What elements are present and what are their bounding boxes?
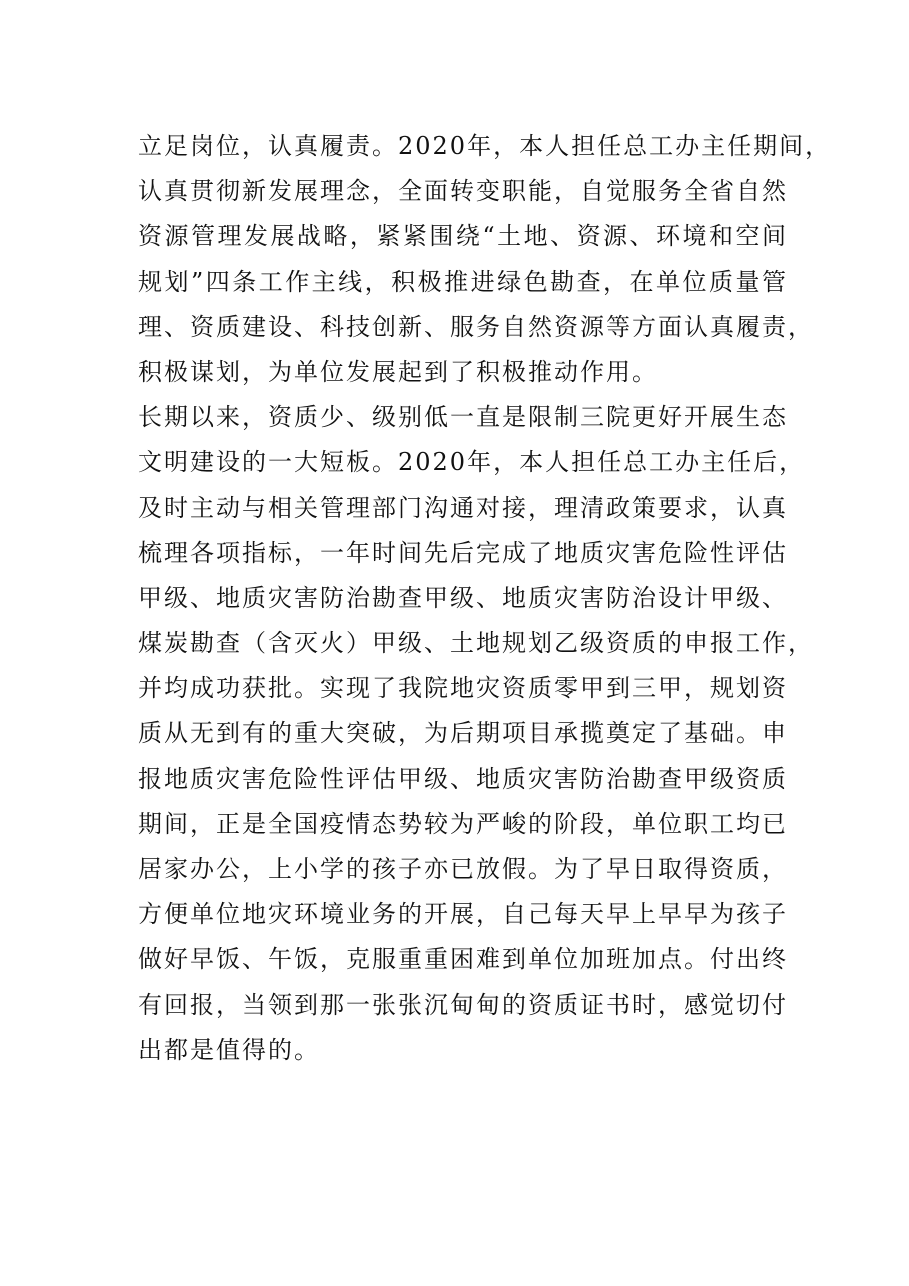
text-line: 期间，正是全国疫情态势较为严峻的阶段，单位职工均已 xyxy=(138,809,788,838)
text-line: 方便单位地灾环境业务的开展，自己每天早上早早为孩子 xyxy=(138,900,788,929)
body-text xyxy=(138,124,832,1073)
text-line: 出都是值得的。 xyxy=(138,1035,320,1064)
text-line: 立足岗位，认真履责。2020年，本人担任总工办主任期间， xyxy=(138,132,832,160)
text-line: 煤炭勘查（含灭火）甲级、土地规划乙级资质的申报工作， xyxy=(138,629,814,658)
text-line: 资源管理发展战略，紧紧围绕“土地、资源、环境和空间 xyxy=(138,222,788,251)
text-line: 及时主动与相关管理部门沟通对接，理清政策要求，认真 xyxy=(138,493,788,522)
paragraph-2 xyxy=(138,395,814,1073)
text-line: 居家办公，上小学的孩子亦已放假。为了早日取得资质， xyxy=(138,855,788,883)
text-line: 有回报，当领到那一张张沉甸甸的资质证书时，感觉切付 xyxy=(138,990,788,1019)
text-line: 认真贯彻新发展理念，全面转变职能，自觉服务全省自然 xyxy=(138,177,788,206)
text-line: 梳理各项指标，一年时间先后完成了地质灾害危险性评估 xyxy=(138,538,788,567)
text-line: 质从无到有的重大突破，为后期项目承揽奠定了基础。申 xyxy=(138,719,788,748)
text-line: 并均成功获批。实现了我院地灾资质零甲到三甲，规划资 xyxy=(138,674,788,703)
text-line: 报地质灾害危险性评估甲级、地质灾害防治勘查甲级资质 xyxy=(138,764,788,793)
text-line: 长期以来，资质少、级别低一直是限制三院更好开展生态 xyxy=(138,403,788,432)
text-line: 规划”四条工作主线，积极推进绿色勘查，在单位质量管 xyxy=(138,267,788,296)
text-line: 文明建设的一大短板。2020年，本人担任总工办主任后， xyxy=(138,448,806,477)
text-line: 理、资质建设、科技创新、服务自然资源等方面认真履责， xyxy=(138,312,814,341)
text-line: 积极谋划，为单位发展起到了积极推动作用。 xyxy=(138,357,658,386)
text-line: 甲级、地质灾害防治勘查甲级、地质灾害防治设计甲级、 xyxy=(138,583,788,612)
text-line: 做好早饭、午饭，克服重重困难到单位加班加点。付出终 xyxy=(138,945,788,974)
paragraph-1 xyxy=(138,124,832,395)
